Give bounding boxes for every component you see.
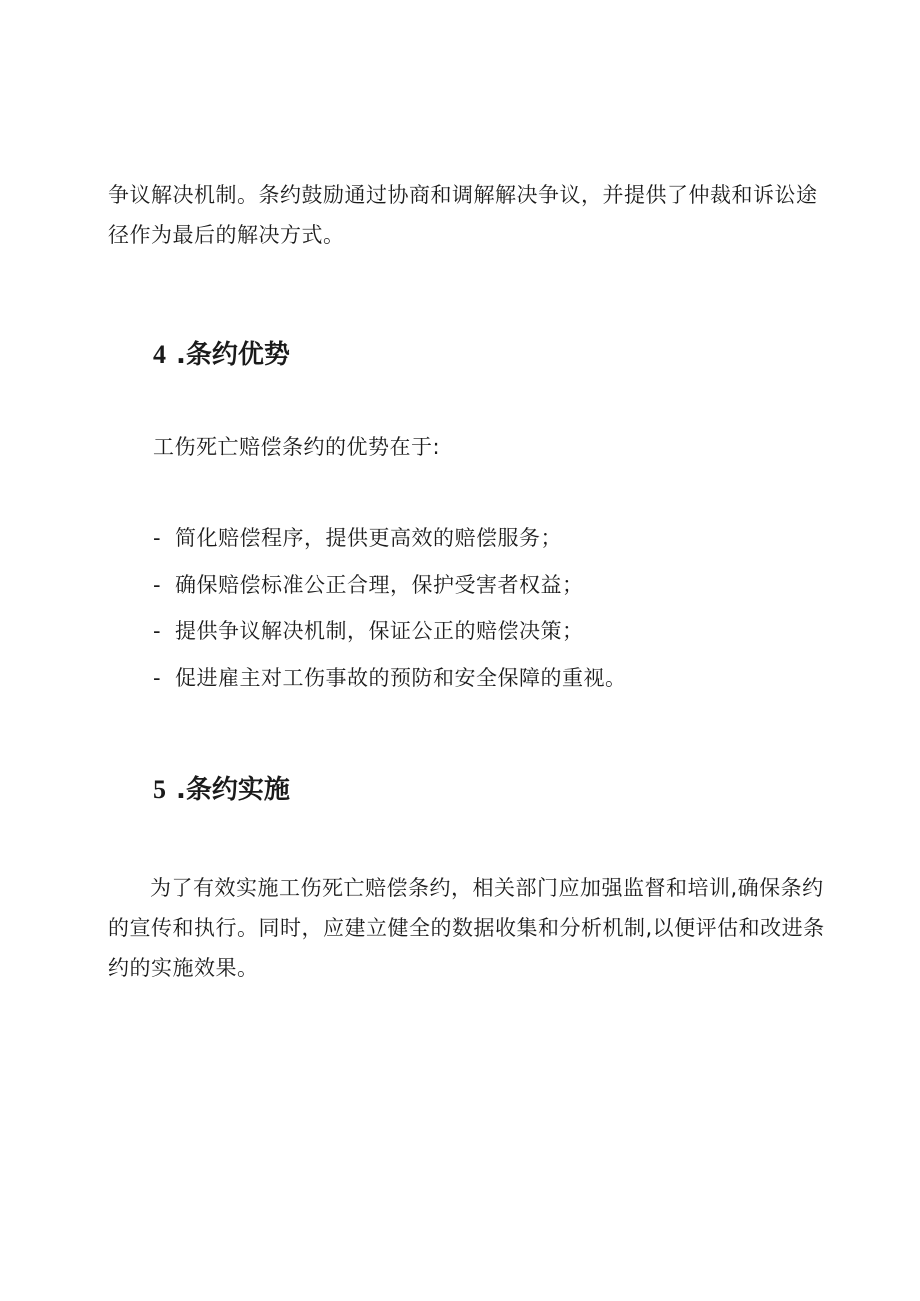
paragraph-dispute-resolution: 争议解决机制。条约鼓励通过协商和调解解决争议，并提供了仲裁和诉讼途径作为最后的解决方式。: [108, 183, 818, 247]
list-item-text: 确保赔偿标准公正合理，保护受害者权益；: [175, 572, 584, 597]
section-4-intro: 工伤死亡赔偿条约的优势在于:: [153, 435, 441, 459]
bullet-dash: -: [153, 619, 162, 643]
section-5-heading: [153, 770, 290, 810]
list-item: [153, 515, 627, 562]
list-item-text: 简化赔偿程序，提供更高效的赔偿服务；: [175, 526, 562, 550]
list-item: [153, 655, 627, 702]
section-5-number: 5: [153, 775, 166, 804]
section-4-heading: [153, 335, 290, 375]
list-item: [153, 608, 627, 655]
section-4-title: .条约优势: [176, 340, 290, 370]
bullet-dash: -: [153, 572, 162, 597]
section-4-number: 4: [153, 340, 166, 369]
section-5-title: .条约实施: [176, 775, 290, 805]
list-item-text: 提供争议解决机制，保证公正的赔偿决策；: [175, 619, 584, 643]
advantages-list: [153, 515, 627, 701]
list-item-text: 促进雇主对工伤事故的预防和安全保障的重视。: [175, 665, 627, 690]
list-item: [153, 562, 627, 609]
bullet-dash: -: [153, 665, 162, 690]
section-5-paragraph: 为了有效实施工伤死亡赔偿条约，相关部门应加强监督和培训,确保条约的宣传和执行。同时，应建立健全的数据收集和分析机制,以便评估和改进条约的实施效果。: [108, 876, 825, 980]
bullet-dash: -: [153, 526, 162, 550]
